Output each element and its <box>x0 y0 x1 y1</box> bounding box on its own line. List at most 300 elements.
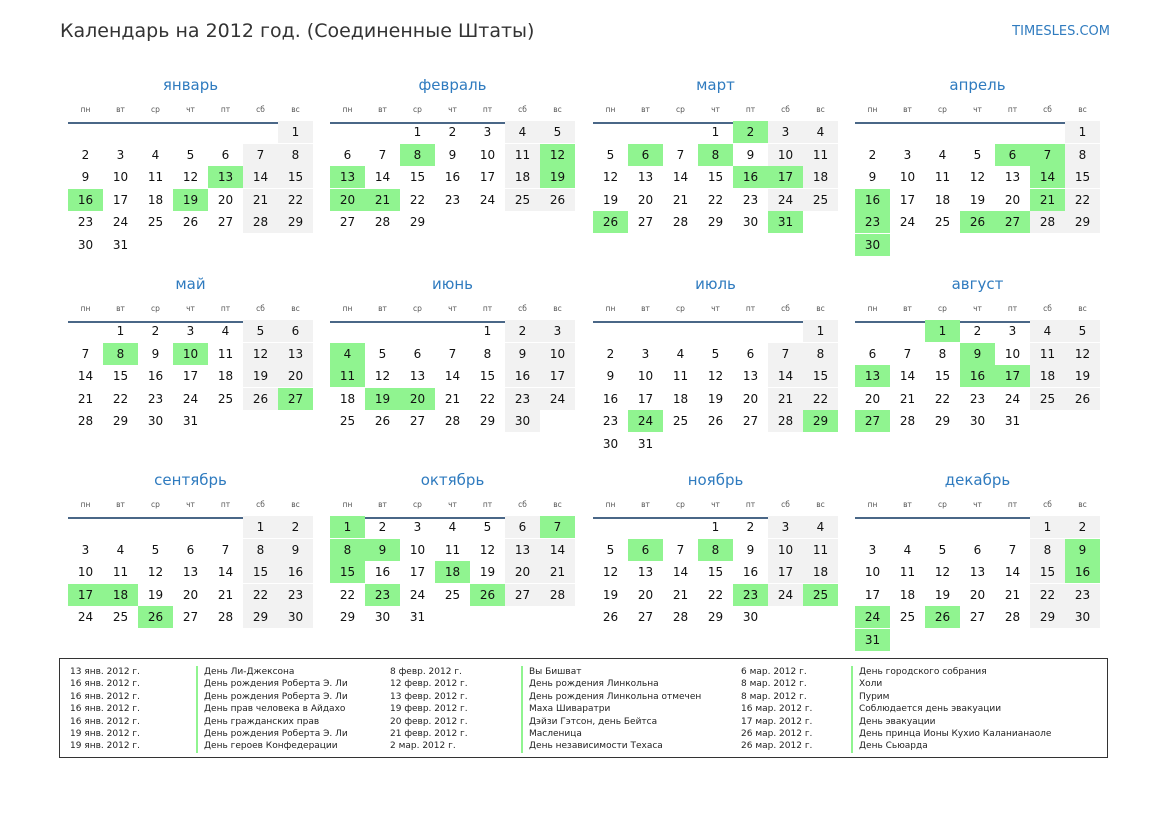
day-cell[interactable]: 2 <box>81 147 90 162</box>
day-cell[interactable]: 11 <box>1030 343 1065 365</box>
day-cell[interactable]: 3 <box>641 346 650 361</box>
day-cell[interactable]: 9 <box>505 343 540 365</box>
day-cell[interactable]: 7 <box>448 346 457 361</box>
holiday-day-cell[interactable]: 21 <box>1030 189 1065 211</box>
day-cell[interactable]: 13 <box>182 565 199 580</box>
day-cell[interactable]: 12 <box>707 369 724 384</box>
day-cell[interactable]: 24 <box>112 215 129 230</box>
day-cell[interactable]: 14 <box>444 369 461 384</box>
holiday-day-cell[interactable]: 6 <box>995 144 1030 166</box>
day-cell[interactable]: 24 <box>77 610 94 625</box>
day-cell[interactable]: 27 <box>742 414 759 429</box>
day-cell[interactable]: 5 <box>378 346 387 361</box>
holiday-day-cell[interactable]: 13 <box>208 166 243 188</box>
day-cell[interactable]: 15 <box>803 365 838 387</box>
day-cell[interactable]: 21 <box>768 388 803 410</box>
day-cell[interactable]: 12 <box>147 565 164 580</box>
day-cell[interactable]: 14 <box>374 170 391 185</box>
day-cell[interactable]: 30 <box>278 606 313 628</box>
day-cell[interactable]: 7 <box>1008 542 1017 557</box>
day-cell[interactable]: 6 <box>221 147 230 162</box>
day-cell[interactable]: 16 <box>147 369 164 384</box>
day-cell[interactable]: 15 <box>707 170 724 185</box>
holiday-day-cell[interactable]: 8 <box>103 343 138 365</box>
holiday-day-cell[interactable]: 8 <box>400 144 435 166</box>
day-cell[interactable]: 4 <box>903 542 912 557</box>
day-cell[interactable]: 20 <box>278 365 313 387</box>
day-cell[interactable]: 7 <box>243 144 278 166</box>
holiday-day-cell[interactable]: 23 <box>855 211 890 233</box>
day-cell[interactable]: 3 <box>903 147 912 162</box>
day-cell[interactable]: 10 <box>768 539 803 561</box>
day-cell[interactable]: 15 <box>934 369 951 384</box>
day-cell[interactable]: 26 <box>707 414 724 429</box>
day-cell[interactable]: 25 <box>505 189 540 211</box>
day-cell[interactable]: 24 <box>540 388 575 410</box>
day-cell[interactable]: 29 <box>707 215 724 230</box>
day-cell[interactable]: 4 <box>505 121 540 143</box>
holiday-day-cell[interactable]: 21 <box>365 189 400 211</box>
day-cell[interactable]: 20 <box>637 192 654 207</box>
day-cell[interactable]: 29 <box>934 414 951 429</box>
holiday-day-cell[interactable]: 7 <box>540 516 575 538</box>
day-cell[interactable]: 8 <box>1065 144 1100 166</box>
day-cell[interactable]: 1 <box>278 121 313 143</box>
day-cell[interactable]: 24 <box>182 391 199 406</box>
day-cell[interactable]: 23 <box>505 388 540 410</box>
day-cell[interactable]: 11 <box>505 144 540 166</box>
day-cell[interactable]: 5 <box>243 320 278 342</box>
day-cell[interactable]: 12 <box>374 369 391 384</box>
holiday-day-cell[interactable]: 31 <box>768 211 803 233</box>
holiday-day-cell[interactable]: 13 <box>855 365 890 387</box>
day-cell[interactable]: 31 <box>409 610 426 625</box>
day-cell[interactable]: 2 <box>505 320 540 342</box>
day-cell[interactable]: 25 <box>1030 388 1065 410</box>
day-cell[interactable]: 21 <box>899 391 916 406</box>
day-cell[interactable]: 25 <box>672 414 689 429</box>
day-cell[interactable]: 18 <box>899 587 916 602</box>
day-cell[interactable]: 29 <box>112 414 129 429</box>
day-cell[interactable]: 5 <box>606 147 615 162</box>
day-cell[interactable]: 22 <box>339 587 356 602</box>
day-cell[interactable]: 16 <box>742 565 759 580</box>
day-cell[interactable]: 7 <box>378 147 387 162</box>
day-cell[interactable]: 25 <box>444 587 461 602</box>
holiday-day-cell[interactable]: 14 <box>1030 166 1065 188</box>
day-cell[interactable]: 16 <box>602 391 619 406</box>
day-cell[interactable]: 28 <box>1030 211 1065 233</box>
day-cell[interactable]: 25 <box>339 414 356 429</box>
day-cell[interactable]: 2 <box>1065 516 1100 538</box>
day-cell[interactable]: 25 <box>147 215 164 230</box>
day-cell[interactable]: 14 <box>77 369 94 384</box>
day-cell[interactable]: 12 <box>602 565 619 580</box>
day-cell[interactable]: 19 <box>1065 365 1100 387</box>
day-cell[interactable]: 2 <box>378 520 387 534</box>
day-cell[interactable]: 27 <box>182 610 199 625</box>
holiday-day-cell[interactable]: 19 <box>173 189 208 211</box>
day-cell[interactable]: 4 <box>448 520 457 534</box>
day-cell[interactable]: 5 <box>606 542 615 557</box>
day-cell[interactable]: 7 <box>221 542 230 557</box>
day-cell[interactable]: 9 <box>81 170 90 185</box>
day-cell[interactable]: 3 <box>116 147 125 162</box>
day-cell[interactable]: 26 <box>602 610 619 625</box>
day-cell[interactable]: 24 <box>899 215 916 230</box>
day-cell[interactable]: 4 <box>803 516 838 538</box>
day-cell[interactable]: 13 <box>505 539 540 561</box>
holiday-day-cell[interactable]: 15 <box>330 561 365 583</box>
day-cell[interactable]: 11 <box>112 565 129 580</box>
day-cell[interactable]: 15 <box>409 170 426 185</box>
holiday-day-cell[interactable]: 23 <box>365 584 400 606</box>
day-cell[interactable]: 14 <box>672 170 689 185</box>
day-cell[interactable]: 7 <box>676 147 685 162</box>
day-cell[interactable]: 16 <box>444 170 461 185</box>
holiday-day-cell[interactable]: 20 <box>330 189 365 211</box>
day-cell[interactable]: 15 <box>479 369 496 384</box>
holiday-day-cell[interactable]: 7 <box>1030 144 1065 166</box>
day-cell[interactable]: 26 <box>540 189 575 211</box>
day-cell[interactable]: 20 <box>637 587 654 602</box>
day-cell[interactable]: 14 <box>672 565 689 580</box>
day-cell[interactable]: 28 <box>672 610 689 625</box>
day-cell[interactable]: 4 <box>151 147 160 162</box>
holiday-day-cell[interactable]: 11 <box>330 365 365 387</box>
day-cell[interactable]: 21 <box>672 587 689 602</box>
day-cell[interactable]: 1 <box>413 125 422 139</box>
day-cell[interactable]: 10 <box>479 147 496 162</box>
day-cell[interactable]: 21 <box>444 391 461 406</box>
day-cell[interactable]: 6 <box>278 320 313 342</box>
day-cell[interactable]: 3 <box>483 125 492 139</box>
day-cell[interactable]: 1 <box>1065 121 1100 143</box>
day-cell[interactable]: 11 <box>803 144 838 166</box>
holiday-day-cell[interactable]: 25 <box>803 584 838 606</box>
day-cell[interactable]: 22 <box>707 587 724 602</box>
day-cell[interactable]: 17 <box>540 365 575 387</box>
day-cell[interactable]: 28 <box>374 215 391 230</box>
day-cell[interactable]: 18 <box>147 192 164 207</box>
day-cell[interactable]: 9 <box>868 170 877 185</box>
day-cell[interactable]: 15 <box>243 561 278 583</box>
holiday-day-cell[interactable]: 8 <box>330 539 365 561</box>
day-cell[interactable]: 22 <box>278 189 313 211</box>
holiday-day-cell[interactable]: 17 <box>768 166 803 188</box>
day-cell[interactable]: 5 <box>973 147 982 162</box>
holiday-day-cell[interactable]: 16 <box>68 189 103 211</box>
day-cell[interactable]: 22 <box>479 391 496 406</box>
day-cell[interactable]: 29 <box>409 215 426 230</box>
day-cell[interactable]: 23 <box>969 391 986 406</box>
day-cell[interactable]: 29 <box>1065 211 1100 233</box>
day-cell[interactable]: 4 <box>1030 320 1065 342</box>
day-cell[interactable]: 7 <box>903 346 912 361</box>
day-cell[interactable]: 10 <box>768 144 803 166</box>
day-cell[interactable]: 26 <box>374 414 391 429</box>
day-cell[interactable]: 31 <box>112 238 129 252</box>
day-cell[interactable]: 19 <box>602 192 619 207</box>
day-cell[interactable]: 19 <box>707 391 724 406</box>
day-cell[interactable]: 2 <box>151 324 160 338</box>
day-cell[interactable]: 6 <box>973 542 982 557</box>
holiday-day-cell[interactable]: 8 <box>698 539 733 561</box>
day-cell[interactable]: 31 <box>182 414 199 429</box>
day-cell[interactable]: 2 <box>746 520 755 534</box>
day-cell[interactable]: 27 <box>637 610 654 625</box>
day-cell[interactable]: 20 <box>742 391 759 406</box>
day-cell[interactable]: 22 <box>934 391 951 406</box>
day-cell[interactable]: 23 <box>278 584 313 606</box>
holiday-day-cell[interactable]: 24 <box>628 410 663 432</box>
day-cell[interactable]: 14 <box>243 166 278 188</box>
holiday-day-cell[interactable]: 27 <box>855 410 890 432</box>
day-cell[interactable]: 25 <box>217 391 234 406</box>
day-cell[interactable]: 29 <box>707 610 724 625</box>
holiday-day-cell[interactable]: 18 <box>103 584 138 606</box>
day-cell[interactable]: 3 <box>768 516 803 538</box>
holiday-day-cell[interactable]: 26 <box>925 606 960 628</box>
day-cell[interactable]: 30 <box>77 238 94 252</box>
holiday-day-cell[interactable]: 19 <box>540 166 575 188</box>
day-cell[interactable]: 3 <box>540 320 575 342</box>
day-cell[interactable]: 2 <box>606 346 615 361</box>
day-cell[interactable]: 3 <box>1008 324 1017 338</box>
holiday-day-cell[interactable]: 27 <box>995 211 1030 233</box>
day-cell[interactable]: 9 <box>448 147 457 162</box>
day-cell[interactable]: 28 <box>444 414 461 429</box>
holiday-day-cell[interactable]: 16 <box>733 166 768 188</box>
holiday-day-cell[interactable]: 1 <box>925 320 960 342</box>
day-cell[interactable]: 21 <box>540 561 575 583</box>
day-cell[interactable]: 11 <box>444 542 461 557</box>
day-cell[interactable]: 17 <box>637 391 654 406</box>
day-cell[interactable]: 29 <box>243 606 278 628</box>
day-cell[interactable]: 27 <box>637 215 654 230</box>
day-cell[interactable]: 13 <box>278 343 313 365</box>
day-cell[interactable]: 6 <box>746 346 755 361</box>
day-cell[interactable]: 9 <box>746 542 755 557</box>
day-cell[interactable]: 5 <box>483 520 492 534</box>
holiday-day-cell[interactable]: 17 <box>995 365 1030 387</box>
day-cell[interactable]: 1 <box>711 125 720 139</box>
day-cell[interactable]: 24 <box>409 587 426 602</box>
day-cell[interactable]: 29 <box>278 211 313 233</box>
holiday-day-cell[interactable]: 30 <box>855 234 890 256</box>
day-cell[interactable]: 7 <box>676 542 685 557</box>
day-cell[interactable]: 6 <box>413 346 422 361</box>
day-cell[interactable]: 22 <box>1030 584 1065 606</box>
day-cell[interactable]: 12 <box>602 170 619 185</box>
day-cell[interactable]: 12 <box>1065 343 1100 365</box>
day-cell[interactable]: 10 <box>864 565 881 580</box>
holiday-day-cell[interactable]: 2 <box>733 121 768 143</box>
day-cell[interactable]: 10 <box>77 565 94 580</box>
site-link[interactable]: TIMESLES.COM <box>1012 24 1110 39</box>
holiday-day-cell[interactable]: 26 <box>593 211 628 233</box>
day-cell[interactable]: 26 <box>1065 388 1100 410</box>
day-cell[interactable]: 29 <box>1030 606 1065 628</box>
day-cell[interactable]: 19 <box>934 587 951 602</box>
day-cell[interactable]: 5 <box>186 147 195 162</box>
holiday-day-cell[interactable]: 24 <box>855 606 890 628</box>
day-cell[interactable]: 3 <box>81 542 90 557</box>
day-cell[interactable]: 25 <box>934 215 951 230</box>
day-cell[interactable]: 14 <box>1004 565 1021 580</box>
day-cell[interactable]: 18 <box>1030 365 1065 387</box>
day-cell[interactable]: 31 <box>637 437 654 451</box>
day-cell[interactable]: 27 <box>969 610 986 625</box>
holiday-day-cell[interactable]: 16 <box>1065 561 1100 583</box>
holiday-day-cell[interactable]: 16 <box>960 365 995 387</box>
day-cell[interactable]: 25 <box>803 189 838 211</box>
day-cell[interactable]: 5 <box>938 542 947 557</box>
day-cell[interactable]: 23 <box>147 391 164 406</box>
day-cell[interactable]: 19 <box>969 192 986 207</box>
holiday-day-cell[interactable]: 26 <box>470 584 505 606</box>
day-cell[interactable]: 17 <box>112 192 129 207</box>
day-cell[interactable]: 30 <box>1065 606 1100 628</box>
day-cell[interactable]: 18 <box>339 391 356 406</box>
day-cell[interactable]: 23 <box>1065 584 1100 606</box>
day-cell[interactable]: 22 <box>243 584 278 606</box>
day-cell[interactable]: 30 <box>742 215 759 230</box>
day-cell[interactable]: 24 <box>768 189 803 211</box>
day-cell[interactable]: 15 <box>278 166 313 188</box>
day-cell[interactable]: 11 <box>672 369 689 384</box>
day-cell[interactable]: 24 <box>1004 391 1021 406</box>
day-cell[interactable]: 30 <box>602 437 619 451</box>
day-cell[interactable]: 1 <box>116 324 125 338</box>
day-cell[interactable]: 30 <box>969 414 986 429</box>
holiday-day-cell[interactable]: 10 <box>173 343 208 365</box>
day-cell[interactable]: 13 <box>409 369 426 384</box>
day-cell[interactable]: 18 <box>505 166 540 188</box>
day-cell[interactable]: 6 <box>505 516 540 538</box>
holiday-day-cell[interactable]: 6 <box>628 144 663 166</box>
day-cell[interactable]: 8 <box>938 346 947 361</box>
day-cell[interactable]: 3 <box>413 520 422 534</box>
day-cell[interactable]: 3 <box>768 121 803 143</box>
day-cell[interactable]: 28 <box>899 414 916 429</box>
day-cell[interactable]: 5 <box>540 121 575 143</box>
day-cell[interactable]: 3 <box>186 324 195 338</box>
holiday-day-cell[interactable]: 16 <box>855 189 890 211</box>
day-cell[interactable]: 15 <box>707 565 724 580</box>
day-cell[interactable]: 13 <box>742 369 759 384</box>
day-cell[interactable]: 21 <box>672 192 689 207</box>
day-cell[interactable]: 13 <box>969 565 986 580</box>
day-cell[interactable]: 5 <box>1065 320 1100 342</box>
day-cell[interactable]: 2 <box>448 125 457 139</box>
day-cell[interactable]: 1 <box>243 516 278 538</box>
day-cell[interactable]: 11 <box>899 565 916 580</box>
day-cell[interactable]: 14 <box>899 369 916 384</box>
day-cell[interactable]: 7 <box>81 346 90 361</box>
holiday-day-cell[interactable]: 12 <box>540 144 575 166</box>
day-cell[interactable]: 17 <box>409 565 426 580</box>
day-cell[interactable]: 1 <box>1030 516 1065 538</box>
day-cell[interactable]: 9 <box>606 369 615 384</box>
day-cell[interactable]: 15 <box>1030 561 1065 583</box>
day-cell[interactable]: 28 <box>243 211 278 233</box>
day-cell[interactable]: 19 <box>479 565 496 580</box>
day-cell[interactable]: 4 <box>221 324 230 338</box>
day-cell[interactable]: 10 <box>409 542 426 557</box>
day-cell[interactable]: 4 <box>676 346 685 361</box>
day-cell[interactable]: 17 <box>899 192 916 207</box>
day-cell[interactable]: 13 <box>637 565 654 580</box>
day-cell[interactable]: 4 <box>116 542 125 557</box>
day-cell[interactable]: 5 <box>151 542 160 557</box>
day-cell[interactable]: 30 <box>374 610 391 625</box>
holiday-day-cell[interactable]: 17 <box>68 584 103 606</box>
day-cell[interactable]: 3 <box>868 542 877 557</box>
day-cell[interactable]: 19 <box>602 587 619 602</box>
day-cell[interactable]: 18 <box>217 369 234 384</box>
day-cell[interactable]: 29 <box>479 414 496 429</box>
day-cell[interactable]: 12 <box>243 343 278 365</box>
day-cell[interactable]: 4 <box>938 147 947 162</box>
day-cell[interactable]: 18 <box>672 391 689 406</box>
day-cell[interactable]: 28 <box>768 410 803 432</box>
day-cell[interactable]: 14 <box>768 365 803 387</box>
day-cell[interactable]: 28 <box>540 584 575 606</box>
day-cell[interactable]: 14 <box>217 565 234 580</box>
day-cell[interactable]: 22 <box>803 388 838 410</box>
day-cell[interactable]: 30 <box>505 410 540 432</box>
day-cell[interactable]: 27 <box>339 215 356 230</box>
day-cell[interactable]: 20 <box>182 587 199 602</box>
day-cell[interactable]: 14 <box>540 539 575 561</box>
day-cell[interactable]: 28 <box>217 610 234 625</box>
day-cell[interactable]: 25 <box>899 610 916 625</box>
day-cell[interactable]: 6 <box>186 542 195 557</box>
day-cell[interactable]: 21 <box>243 189 278 211</box>
day-cell[interactable]: 17 <box>768 561 803 583</box>
holiday-day-cell[interactable]: 20 <box>400 388 435 410</box>
day-cell[interactable]: 18 <box>803 561 838 583</box>
day-cell[interactable]: 11 <box>934 170 951 185</box>
holiday-day-cell[interactable]: 27 <box>278 388 313 410</box>
day-cell[interactable]: 15 <box>112 369 129 384</box>
holiday-day-cell[interactable]: 29 <box>803 410 838 432</box>
day-cell[interactable]: 2 <box>973 324 982 338</box>
holiday-day-cell[interactable]: 6 <box>628 539 663 561</box>
holiday-day-cell[interactable]: 8 <box>698 144 733 166</box>
day-cell[interactable]: 22 <box>409 192 426 207</box>
day-cell[interactable]: 9 <box>151 346 160 361</box>
day-cell[interactable]: 1 <box>803 320 838 342</box>
day-cell[interactable]: 28 <box>672 215 689 230</box>
day-cell[interactable]: 29 <box>339 610 356 625</box>
day-cell[interactable]: 8 <box>243 539 278 561</box>
day-cell[interactable]: 12 <box>182 170 199 185</box>
day-cell[interactable]: 24 <box>768 584 803 606</box>
holiday-day-cell[interactable]: 23 <box>733 584 768 606</box>
day-cell[interactable]: 18 <box>803 166 838 188</box>
holiday-day-cell[interactable]: 1 <box>330 516 365 538</box>
day-cell[interactable]: 16 <box>278 561 313 583</box>
holiday-day-cell[interactable]: 4 <box>330 343 365 365</box>
day-cell[interactable]: 20 <box>864 391 881 406</box>
day-cell[interactable]: 13 <box>1004 170 1021 185</box>
day-cell[interactable]: 2 <box>868 147 877 162</box>
day-cell[interactable]: 1 <box>483 324 492 338</box>
holiday-day-cell[interactable]: 13 <box>330 166 365 188</box>
day-cell[interactable]: 10 <box>899 170 916 185</box>
